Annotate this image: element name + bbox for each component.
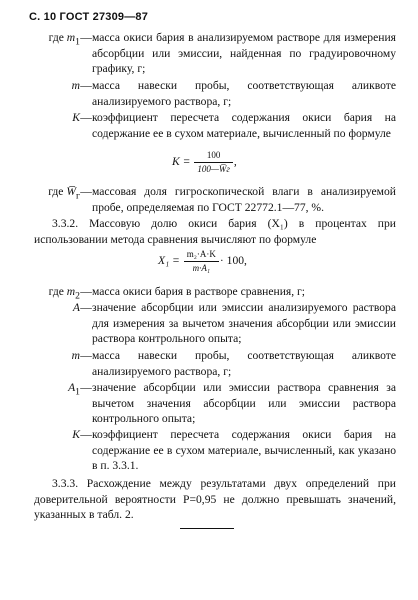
symbol: W̅ <box>66 185 77 198</box>
formula-tail: · 100, <box>219 254 247 268</box>
fraction <box>184 249 219 274</box>
formula-x1: X₁ = $\frac{\text{m₂·A·K}}{\text{m·A₁}}$ · 100, <box>158 249 247 273</box>
symbol: m <box>71 349 80 362</box>
definition-text: коэффициент пересчета содержания окиси бария на содержание ее в сухом материале, вычисленный, как указано в п. 3.3.1. <box>92 428 396 473</box>
dash: — <box>80 349 92 362</box>
fraction-denominator: m·A₁ <box>192 263 211 273</box>
formula-k: K = $\frac{100}{100—W̅г}$ , <box>172 150 237 174</box>
definition-term <box>34 30 80 50</box>
section-3-3-2: 3.3.2. Массовую долю окиси бария (X₁) в процентах при использовании метода сравнения вычисляют по формуле <box>34 217 396 246</box>
dash: — <box>80 301 92 314</box>
definition-m2 <box>34 284 396 300</box>
definition-text: коэффициент пересчета содержания окиси бария на содержание ее в сухом материале, вычисленный по формуле <box>92 111 396 140</box>
symbol: K <box>72 428 80 441</box>
symbol: m <box>66 31 76 44</box>
definition-text: массовая доля гигроскопической влаги в анализируемой пробе, определяемая по ГОСТ 22772.1—77, %. <box>92 185 396 214</box>
definition-a <box>34 300 396 348</box>
definition-text: масса навески пробы, соответствующая аликвоте анализируемого раствора, г; <box>92 79 396 108</box>
page-header: С. 10 ГОСТ 27309—87 <box>29 11 149 23</box>
definition-term <box>34 380 80 400</box>
definition-term <box>34 348 80 364</box>
fraction-numerator: m₂·A·K <box>184 249 219 262</box>
symbol: K <box>72 111 80 124</box>
formula-lhs: K <box>172 155 180 169</box>
symbol: A <box>72 301 80 314</box>
symbol-subscript: 1 <box>75 386 80 398</box>
dash: — <box>80 428 92 441</box>
definition-text: масса навески пробы, соответствующая аликвоте анализируемого раствора, г; <box>92 349 396 378</box>
definition-term <box>34 110 80 126</box>
definition-term <box>34 300 80 316</box>
definition-text: масса окиси бария в анализируемом растворе для измерения абсорбции или эмиссии, найденная по градуировочному графику, г; <box>92 31 396 76</box>
definition-a1 <box>34 380 396 428</box>
dash: — <box>80 31 92 44</box>
definition-k2 <box>34 427 396 475</box>
fraction-denominator: 100—W̅г <box>197 164 230 174</box>
symbol-subscript: 2 <box>75 290 80 302</box>
symbol: m <box>66 285 76 298</box>
definition-text: значение абсорбции или эмиссии анализируемого раствора для измерения за вычетом значения абсорбции или эмиссии раствора контрольного опыта; <box>92 301 396 346</box>
dash: — <box>80 381 92 394</box>
symbol-subscript: 1 <box>75 36 80 48</box>
definition-w <box>34 184 396 216</box>
definition-term <box>34 184 80 204</box>
definition-m <box>34 78 396 110</box>
symbol: A <box>68 381 76 394</box>
fraction <box>194 150 233 175</box>
fraction-numerator: 100 <box>194 150 233 163</box>
definition-m1 <box>34 30 396 78</box>
formula-lhs: X₁ <box>158 254 170 268</box>
where-label: где <box>48 185 64 198</box>
dash: — <box>80 79 92 92</box>
dash: — <box>80 185 92 198</box>
symbol: m <box>71 79 80 92</box>
definition-term <box>34 427 80 443</box>
definition-m-sample <box>34 348 396 380</box>
definition-text: значение абсорбции или эмиссии раствора сравнения за вычетом значения абсорбции или эмиссии раствора контрольного опыта; <box>92 381 396 426</box>
section-3-3-3: 3.3.3. Расхождение между результатами двух определений при доверительной вероятности P=0,95 не должно превышать значений, указанных в табл. 2. <box>34 477 396 522</box>
symbol-subscript: г <box>76 190 80 202</box>
where-label: где <box>48 31 64 44</box>
formula-tail: , <box>233 155 237 169</box>
dash: — <box>80 111 92 124</box>
definition-text: масса окиси бария в растворе сравнения, г; <box>92 285 306 298</box>
end-rule <box>180 528 234 529</box>
definition-term <box>34 78 80 94</box>
where-label: где <box>48 285 64 298</box>
dash: — <box>80 285 92 298</box>
